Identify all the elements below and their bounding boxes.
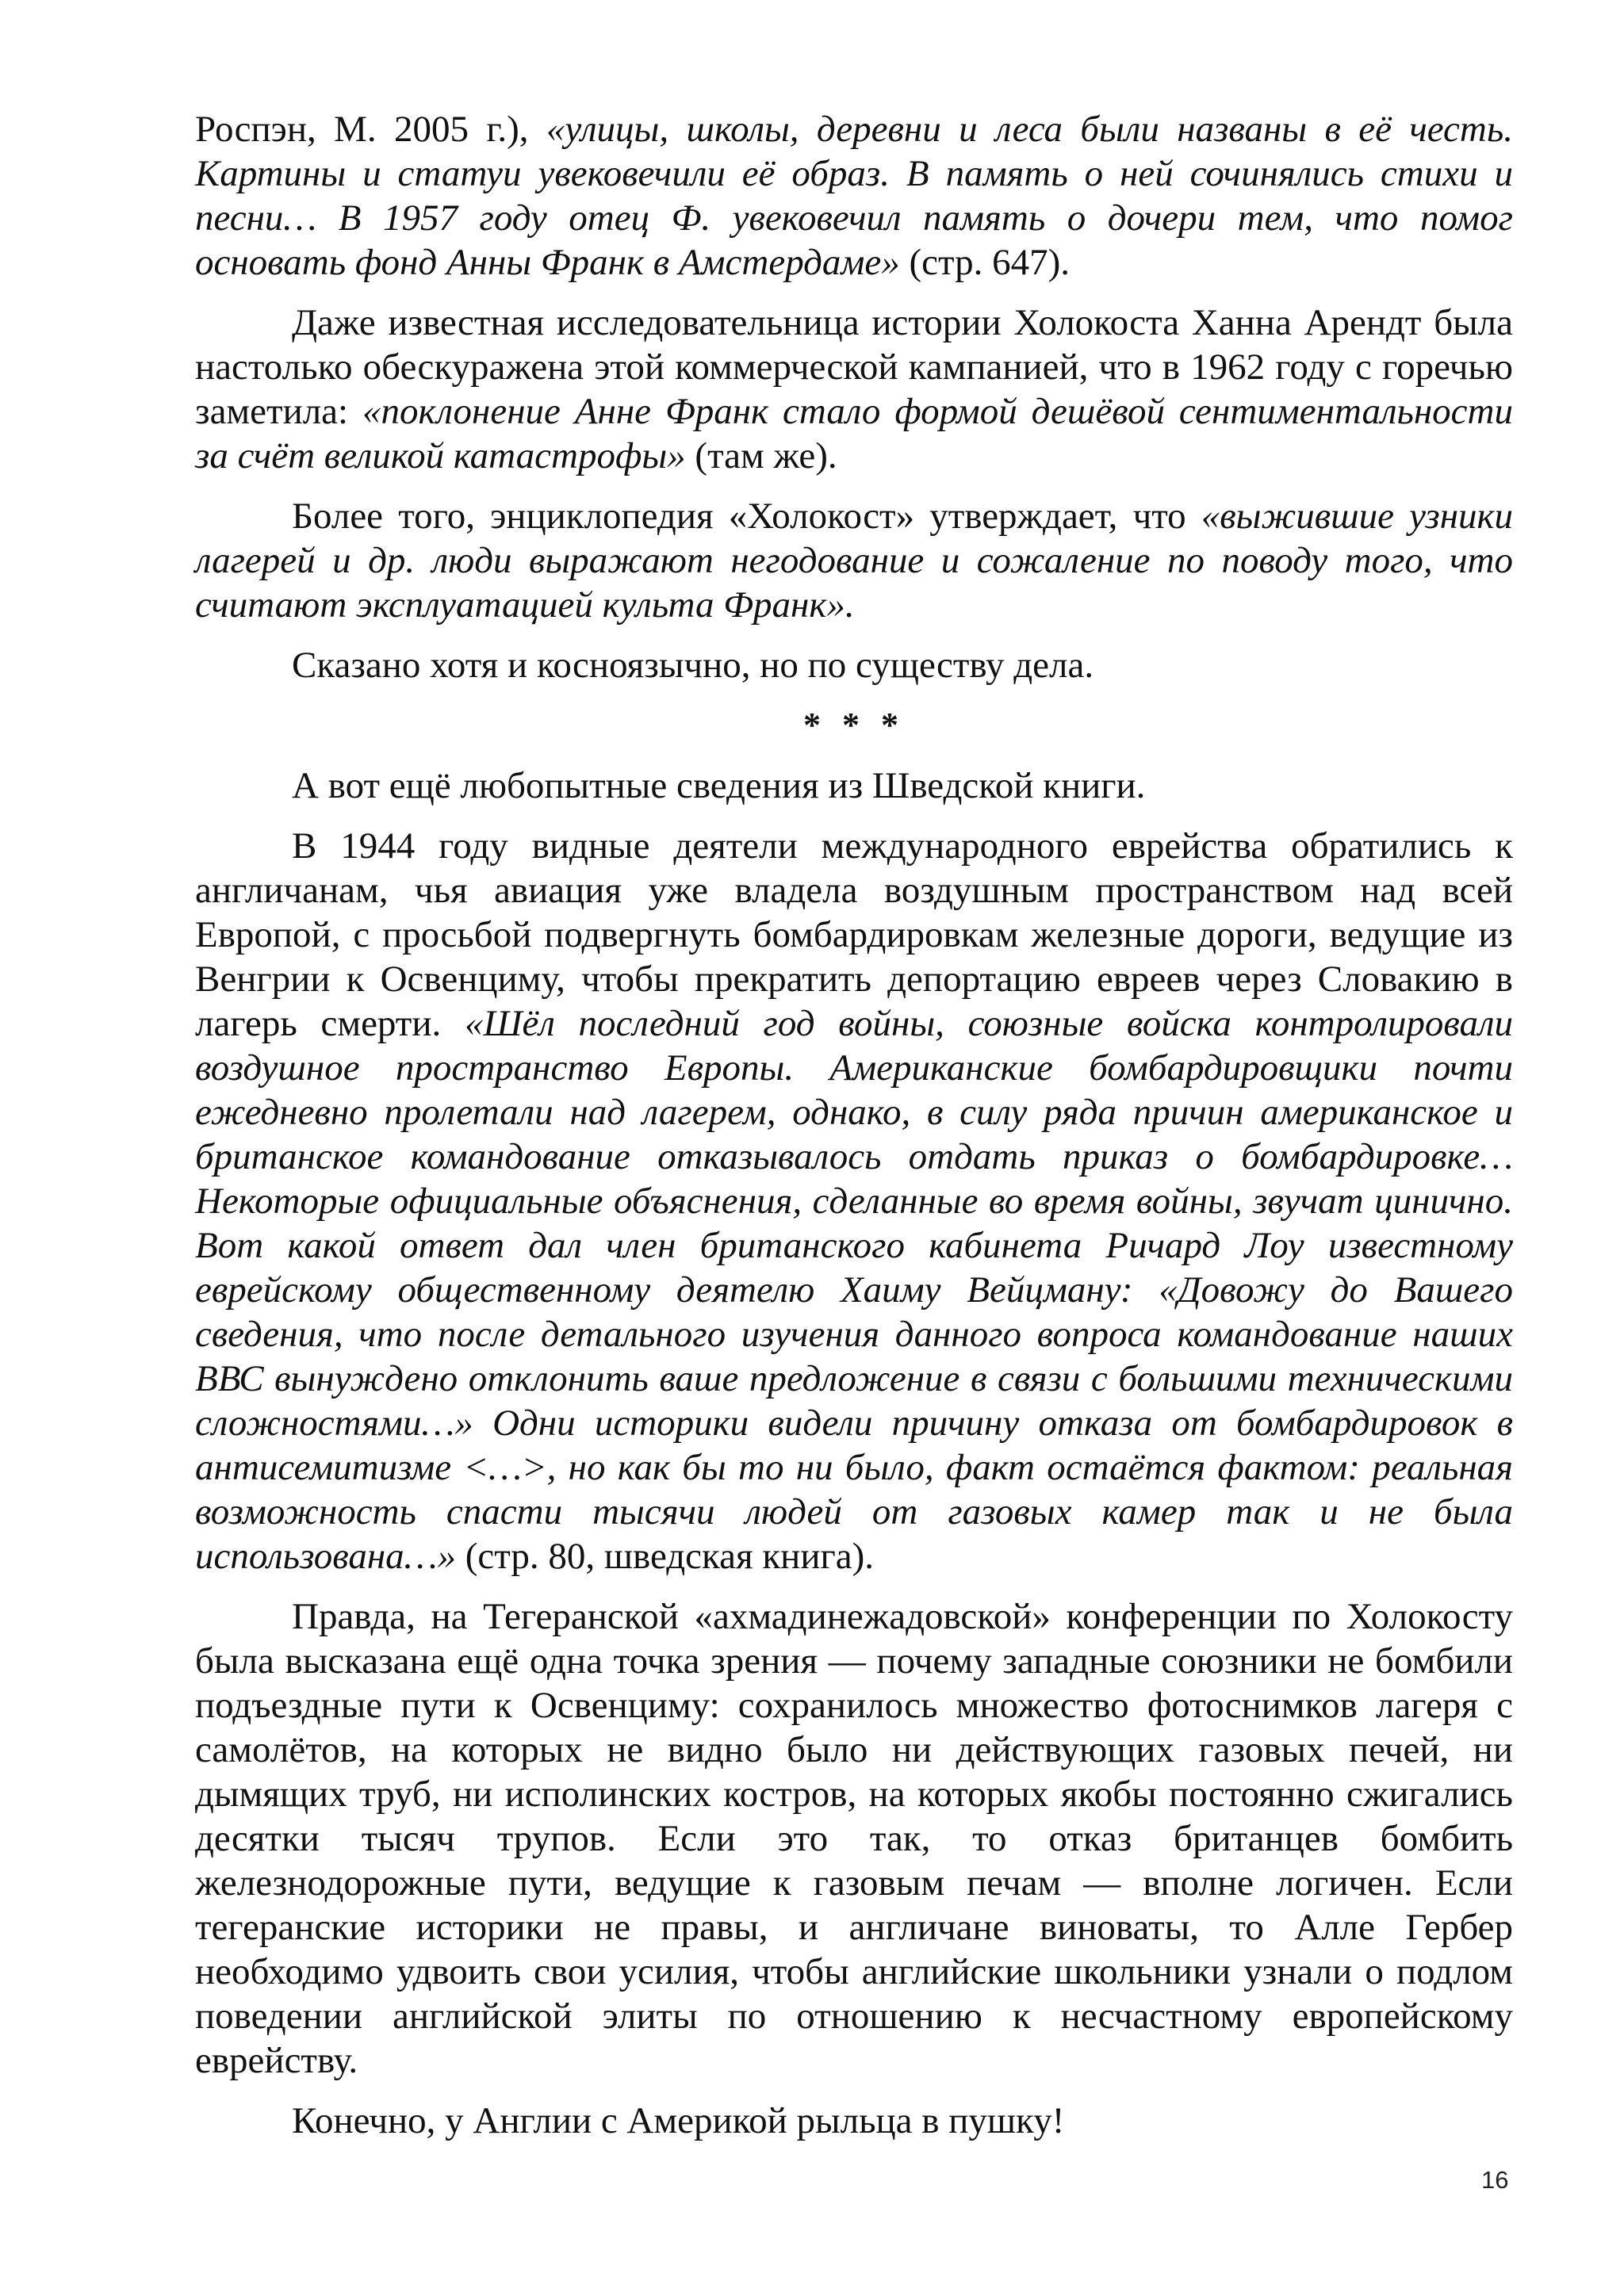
body-text: Конечно, у Англии с Америкой рыльца в пушку!	[292, 2100, 1065, 2141]
body-text: А вот ещё любопытные сведения из Шведской книги.	[292, 765, 1146, 806]
quoted-text: «выжившие узники лагерей и др. люди выражают негодование и сожаление по поводу того, что считают эксплуатацией культа Франк».	[195, 496, 1514, 626]
body-text: (стр. 80, шведская книга).	[455, 1536, 875, 1577]
body-text: Сказано хотя и косноязычно, но по существу дела.	[292, 645, 1094, 686]
paragraph	[195, 643, 1513, 687]
body-text: Более того, энциклопедия «Холокост» утверждает, что	[292, 496, 1201, 537]
body-text: Даже известная исследовательница истории Холокоста Ханна Арендт была настолько обескуражена этой коммерческой кампанией, что в 1962 году с горечью заметила:	[195, 302, 1513, 432]
paragraph	[195, 1594, 1513, 2083]
page-number: 16	[1481, 2166, 1509, 2194]
body-text: (стр. 647).	[899, 242, 1071, 283]
paragraph	[195, 763, 1513, 808]
section-separator: * * *	[803, 706, 905, 744]
body-text: Правда, на Тегеранской «ахмадинежадовской» конференции по Холокосту была высказана ещё одна точка зрения — почему западные союзники не бомбили подъездные пути к Освенциму: сохранилось множество фотоснимков лагеря с самолётов, на которых не видно было ни действующих газовых печей, ни дымящих труб, ни исполинских костров, на которых якобы постоянно сжигались десятки тысяч трупов. Если это так, то отказ британцев бомбить железнодорожные пути, ведущие к газовым печам — вполне логичен. Если тегеранские историки не правы, и англичане виноваты, то Алле Гербер необходимо удвоить свои усилия, чтобы английские школьники узнали о подлом поведении английской элиты по отношению к несчастному европейскому еврейству.	[195, 1596, 1513, 2081]
quoted-text: «поклонение Анне Франк стало формой дешёвой сентиментальности за счёт великой катастрофы»	[195, 391, 1513, 476]
paragraph	[195, 2099, 1513, 2143]
paragraph	[195, 107, 1513, 285]
paragraph	[195, 824, 1513, 1578]
quoted-text: «Шёл последний год войны, союзные войска контролировали воздушное пространство Европы. Американские бомбардировщики почти ежедневно пролетали над лагерем, однако, в силу ряда причин американское и британское командование отказывалось отдать приказ о бомбардировке… Некоторые официальные объяснения, сделанные во время войны, звучат цинично. Вот какой ответ дал член британского кабинета Ричард Лоу известному еврейскому общественному деятелю Хаиму Вейцману: «Довожу до Вашего сведения, что после детального изучения данного вопроса командование наших ВВС вынуждено отклонить ваше предложение в связи с большими техническими сложностями…» Одни историки видели причину отказа от бомбардировок в антисемитизме <…>, но как бы то ни было, факт остаётся фактом: реальная возможность спасти тысячи людей от газовых камер так и не была использована…»	[195, 1003, 1513, 1577]
body-text: (там же).	[685, 435, 837, 476]
document-body	[195, 107, 1513, 2159]
quoted-text: «улицы, школы, деревни и леса были названы в её честь. Картины и статуи увековечили её образ. В память о ней сочинялись стихи и песни… В 1957 году отец Ф. увековечил память о дочери тем, что помог основать фонд Анны Франк в Амстердаме»	[195, 109, 1513, 283]
body-text: Роспэн, М. 2005 г.),	[195, 109, 546, 150]
body-text: В 1944 году видные деятели международного еврейства обратились к англичанам, чья авиация уже владела воздушным пространством над всей Европой, с просьбой подвергнуть бомбардировкам железные дороги, ведущие из Венгрии к Освенциму, чтобы прекратить депортацию евреев через Словакию в лагерь смерти.	[195, 825, 1513, 1044]
paragraph	[195, 300, 1513, 478]
paragraph	[195, 494, 1513, 627]
